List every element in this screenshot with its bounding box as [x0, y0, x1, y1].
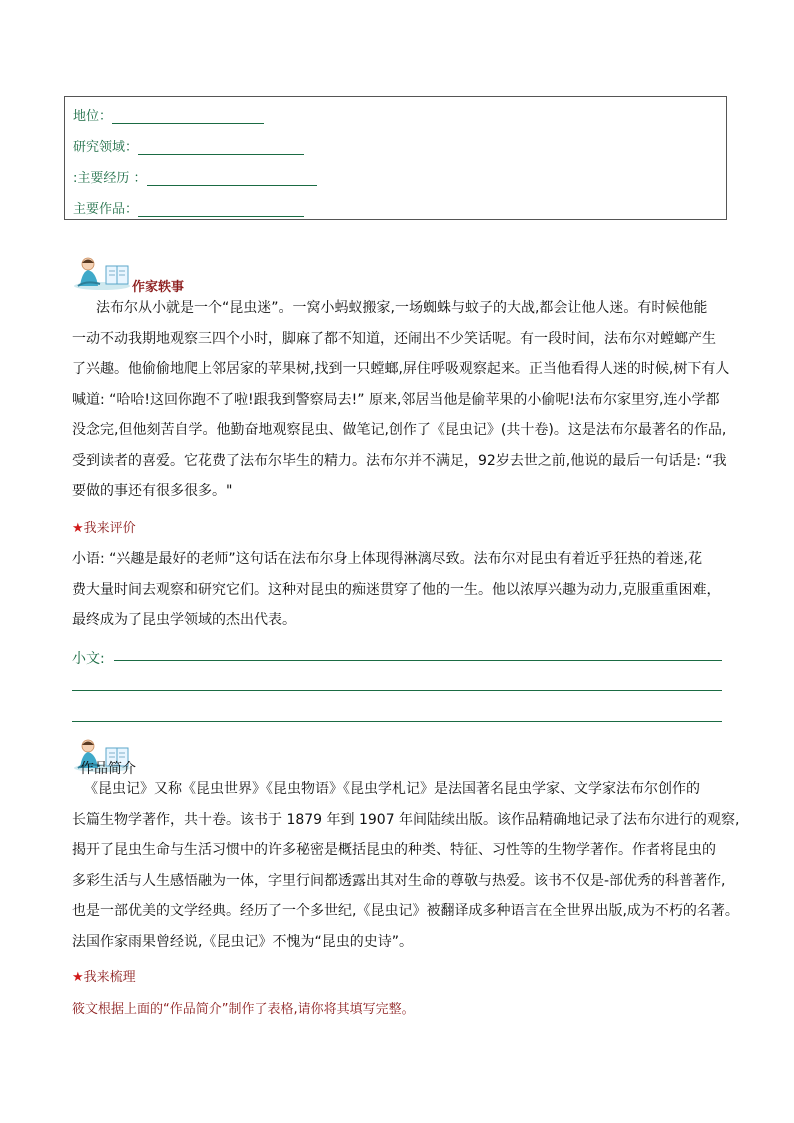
section-header-intro [72, 738, 372, 777]
info-row-works [73, 198, 304, 217]
paragraph-line: 受到读者的喜爱。它花费了法布尔毕生的精力。法布尔并不满足，92岁去世之前,他说的最后一句话是: “我 [72, 452, 727, 469]
paragraph-line: 没念完,但他刻苦自学。他勤奋地观察昆虫、做笔记,创作了《昆虫记》(共十卷)。这是法布尔最著名的作品, [72, 422, 727, 438]
reading-child-icon [72, 256, 132, 290]
info-label-field: 研究领域： [73, 140, 139, 155]
answer-blank-status[interactable] [112, 109, 264, 124]
paragraph-line: 费大量时间去观察和研究它们。这种对昆虫的痴迷贯穿了他的一生。他以浓厚兴趣为动力,克服重重困难， [72, 581, 721, 598]
paragraph-line: 《昆虫记》又称《昆虫世界》《昆虫物语》《昆虫学札记》是法国著名昆虫学家、文学家法布尔创作的 [84, 781, 700, 797]
heading-text: 我来评价 [83, 521, 136, 536]
paragraph-line: 多彩生活与人生感悟融为一体，字里行间都透露出其对生命的尊敬与热爱。该书不仅是-部优秀的科普著作, [72, 872, 726, 889]
paragraph-line: 揭开了昆虫生命与生活习惯中的许多秘密是概括昆虫的种类、特征、习性等的生物学著作。作者将昆虫的 [72, 842, 716, 858]
info-row-field [73, 136, 304, 155]
info-label-works: 主要作品： [73, 202, 139, 217]
paragraph-line: 要做的事还有很多很多。" [72, 483, 233, 499]
evaluate-heading [72, 517, 136, 536]
answer-blank-field[interactable] [138, 140, 304, 155]
paragraph-line: 最终成为了昆虫学领域的杰出代表。 [72, 612, 296, 628]
paragraph-line: 法国作家雨果曾经说,《昆虫记》不愧为“昆虫的史诗”。 [72, 933, 413, 950]
intro-paragraph [72, 774, 740, 957]
star-icon: ★ [72, 970, 84, 985]
section-header-anecdote [72, 256, 372, 295]
paragraph-line: 了兴趣。他偷偷地爬上邻居家的苹果树,找到一只螳螂,屏住呼吸观察起来。正当他看得人迷的时候,树下有人 [72, 361, 730, 377]
star-icon: ★ [72, 521, 84, 536]
section-title-intro: 作品简介 [80, 761, 136, 777]
write-line[interactable] [114, 660, 722, 661]
answer-blank-experience[interactable] [147, 171, 317, 186]
evaluate-paragraph [72, 544, 732, 636]
author-info-box [64, 96, 727, 220]
paragraph-line: 法布尔从小就是一个“昆虫迷”。一窝小蚂蚁搬家,一场蜘蛛与蚊子的大战,都会让他人迷。有时候他能 [96, 300, 708, 316]
info-row-status [73, 105, 264, 124]
sort-task-text: 筱文根据上面的“作品简介”制作了表格,请你将其填写完整。 [72, 1002, 415, 1017]
write-line[interactable] [72, 721, 722, 722]
answer-blank-works[interactable] [138, 202, 304, 217]
paragraph-line: 长篇生物学著作，共十卷。该书于 1879 年到 1907 年间陆续出版。该作品精确地记录了法布尔进行的观察, [72, 811, 740, 828]
paragraph-line: 喊道: “哈哈!这回你跑不了啦!跟我到警察局去!” 原来,邻居当他是偷苹果的小偷呢!法布尔家里穷,连小学都 [72, 391, 720, 408]
paragraph-line: 也是一部优美的文学经典。经历了一个多世纪,《昆虫记》被翻译成多种语言在全世界出版,成为不朽的名著。 [72, 903, 739, 919]
anecdote-paragraph [72, 293, 732, 507]
sort-heading [72, 966, 136, 985]
paragraph-line: 小语: “兴趣是最好的老师”这句话在法布尔身上体现得淋漓尽致。法布尔对昆虫有着近乎狂热的着迷,花 [72, 551, 703, 567]
info-row-experience [73, 167, 317, 186]
paragraph-line: 一动不动我期地观察三四个小时，脚麻了都不知道，还闹出不少笑话呢。有一段时间，法布尔对螳螂产生 [72, 330, 716, 347]
info-label-experience: :主要经历 ： [73, 171, 147, 186]
write-label-xiaowen: 小文: [72, 651, 105, 667]
write-line[interactable] [72, 690, 722, 691]
section-title-anecdote: 作家轶事 [132, 280, 185, 295]
info-label-status: 地位： [73, 109, 113, 124]
heading-text: 我来梳理 [83, 970, 136, 985]
